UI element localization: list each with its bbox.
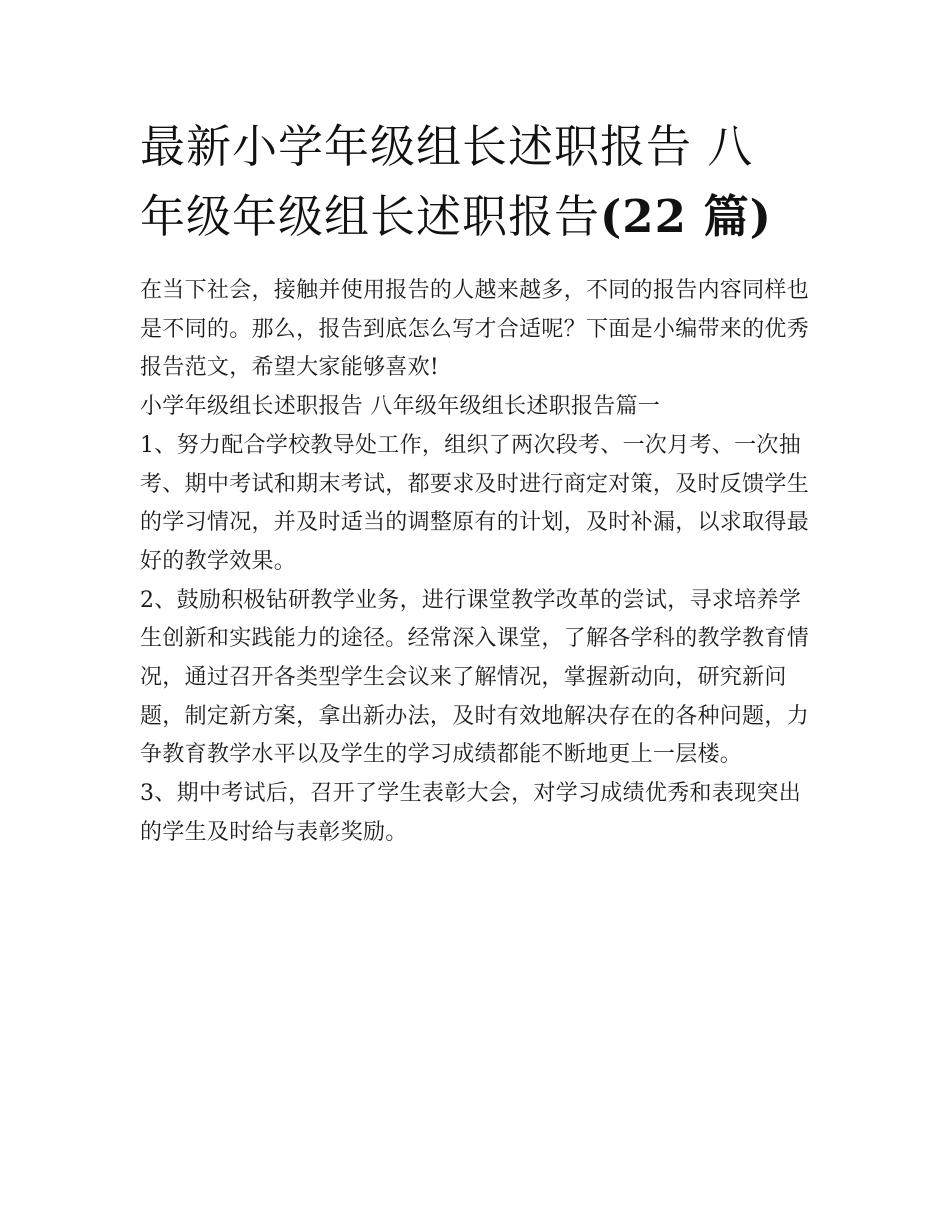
- title-line-2: 年级年级组长述职报告: [140, 190, 601, 243]
- document-body: [140, 112, 812, 853]
- intro-paragraph: 在当下社会，接触并使用报告的人越来越多，不同的报告内容同样也是不同的。那么，报告到底怎么写才合适呢？下面是小编带来的优秀报告范文，希望大家能够喜欢!: [140, 278, 810, 381]
- document-title: [140, 112, 812, 252]
- section-heading: 小学年级组长述职报告 八年级年级组长述职报告篇一: [140, 394, 661, 420]
- body-paragraph-3: 3、期中考试后，召开了学生表彰大会，对学习成绩优秀和表现突出的学生及时给与表彰奖励。: [140, 781, 801, 845]
- title-count: (22 篇): [600, 190, 772, 243]
- body-paragraph-2: 2、鼓励积极钻研教学业务，进行课堂教学改革的尝试，寻求培养学生创新和实践能力的途径。经常深入课堂，了解各学科的教学教育情况，通过召开各类型学生会议来了解情况，掌握新动向，研究新问题，制定新方案，拿出新办法，及时有效地解决存在的各种问题，力争教育教学水平以及学生的学习成绩都能不断地更上一层楼。: [140, 587, 810, 768]
- body-paragraph-1: 1、努力配合学校教导处工作，组织了两次段考、一次月考、一次抽考、期中考试和期末考试，都要求及时进行商定对策，及时反馈学生的学习情况，并及时适当的调整原有的计划，及时补漏，以求取得最好的教学效果。: [140, 432, 810, 574]
- title-line-1: 最新小学年级组长述职报告 八: [140, 120, 754, 173]
